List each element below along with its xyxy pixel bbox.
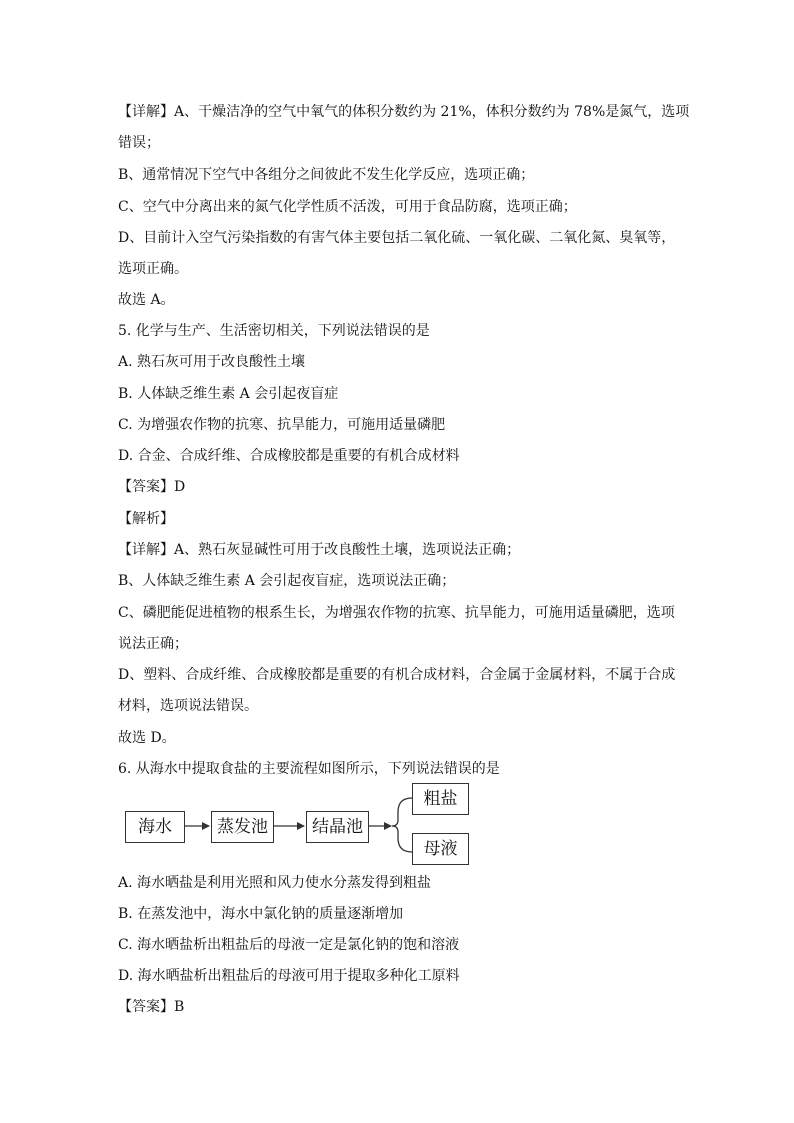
text-line: 错误；: [118, 135, 160, 151]
text-line: B、通常情况下空气中各组分之间彼此不发生化学反应，选项正确；: [118, 167, 535, 183]
text-line: 【详解】A、干燥洁净的空气中氧气的体积分数约为 21%，体积分数约为 78%是氮气，选项: [118, 104, 690, 120]
answer: 【答案】B: [118, 999, 185, 1015]
option-a: A. 熟石灰可用于改良酸性土壤: [118, 354, 306, 370]
option-a: A. 海水晒盐是利用光照和风力使水分蒸发得到粗盐: [118, 875, 432, 891]
option-c: C. 为增强农作物的抗寒、抗旱能力，可施用适量磷肥: [118, 417, 446, 433]
text-line: 故选 A。: [118, 292, 175, 308]
text-line: B、人体缺乏维生素 A 会引起夜盲症，选项说法正确；: [118, 573, 456, 589]
question-6-stem: 6. 从海水中提取食盐的主要流程如图所示，下列说法错误的是: [118, 761, 500, 777]
flow-box-crystallization-pond: 结晶池: [306, 811, 369, 843]
option-b: B. 人体缺乏维生素 A 会引起夜盲症: [118, 386, 339, 402]
option-d: D. 合金、合成纤维、合成橡胶都是重要的有机合成材料: [118, 448, 460, 464]
text-line: 故选 D。: [118, 730, 176, 746]
text-line: D、塑料、合成纤维、合成橡胶都是重要的有机合成材料，合金属于金属材料，不属于合成: [118, 667, 676, 683]
option-d: D. 海水晒盐析出粗盐后的母液可用于提取多种化工原料: [118, 968, 460, 984]
question-5-stem: 5. 化学与生产、生活密切相关，下列说法错误的是: [118, 323, 430, 339]
option-c: C. 海水晒盐析出粗盐后的母液一定是氯化钠的饱和溶液: [118, 937, 460, 953]
text-line: 选项正确。: [118, 261, 188, 277]
option-b: B. 在蒸发池中，海水中氯化钠的质量逐渐增加: [118, 906, 404, 922]
answer: 【答案】D: [118, 479, 186, 495]
flow-box-evaporation-pond: 蒸发池: [211, 811, 274, 843]
text-line: 【详解】A、熟石灰显碱性可用于改良酸性土壤，选项说法正确；: [118, 542, 521, 558]
flowchart-brace: [392, 798, 412, 852]
flow-box-seawater: 海水: [125, 811, 185, 843]
text-line: C、空气中分离出来的氮气化学性质不活泼，可用于食品防腐，选项正确；: [118, 199, 577, 215]
text-line: C、磷肥能促进植物的根系生长，为增强农作物的抗寒、抗旱能力，可施用适量磷肥，选项: [118, 605, 675, 621]
flow-box-crude-salt: 粗盐: [412, 783, 469, 815]
text-line: D、目前计入空气污染指数的有害气体主要包括二氧化硫、一氧化碳、二氧化氮、臭氧等，: [118, 230, 676, 246]
text-line: 材料，选项说法错误。: [118, 698, 258, 714]
analysis-heading: 【解析】: [118, 511, 174, 527]
text-line: 说法正确；: [118, 636, 188, 652]
flow-box-mother-liquor: 母液: [412, 833, 469, 865]
